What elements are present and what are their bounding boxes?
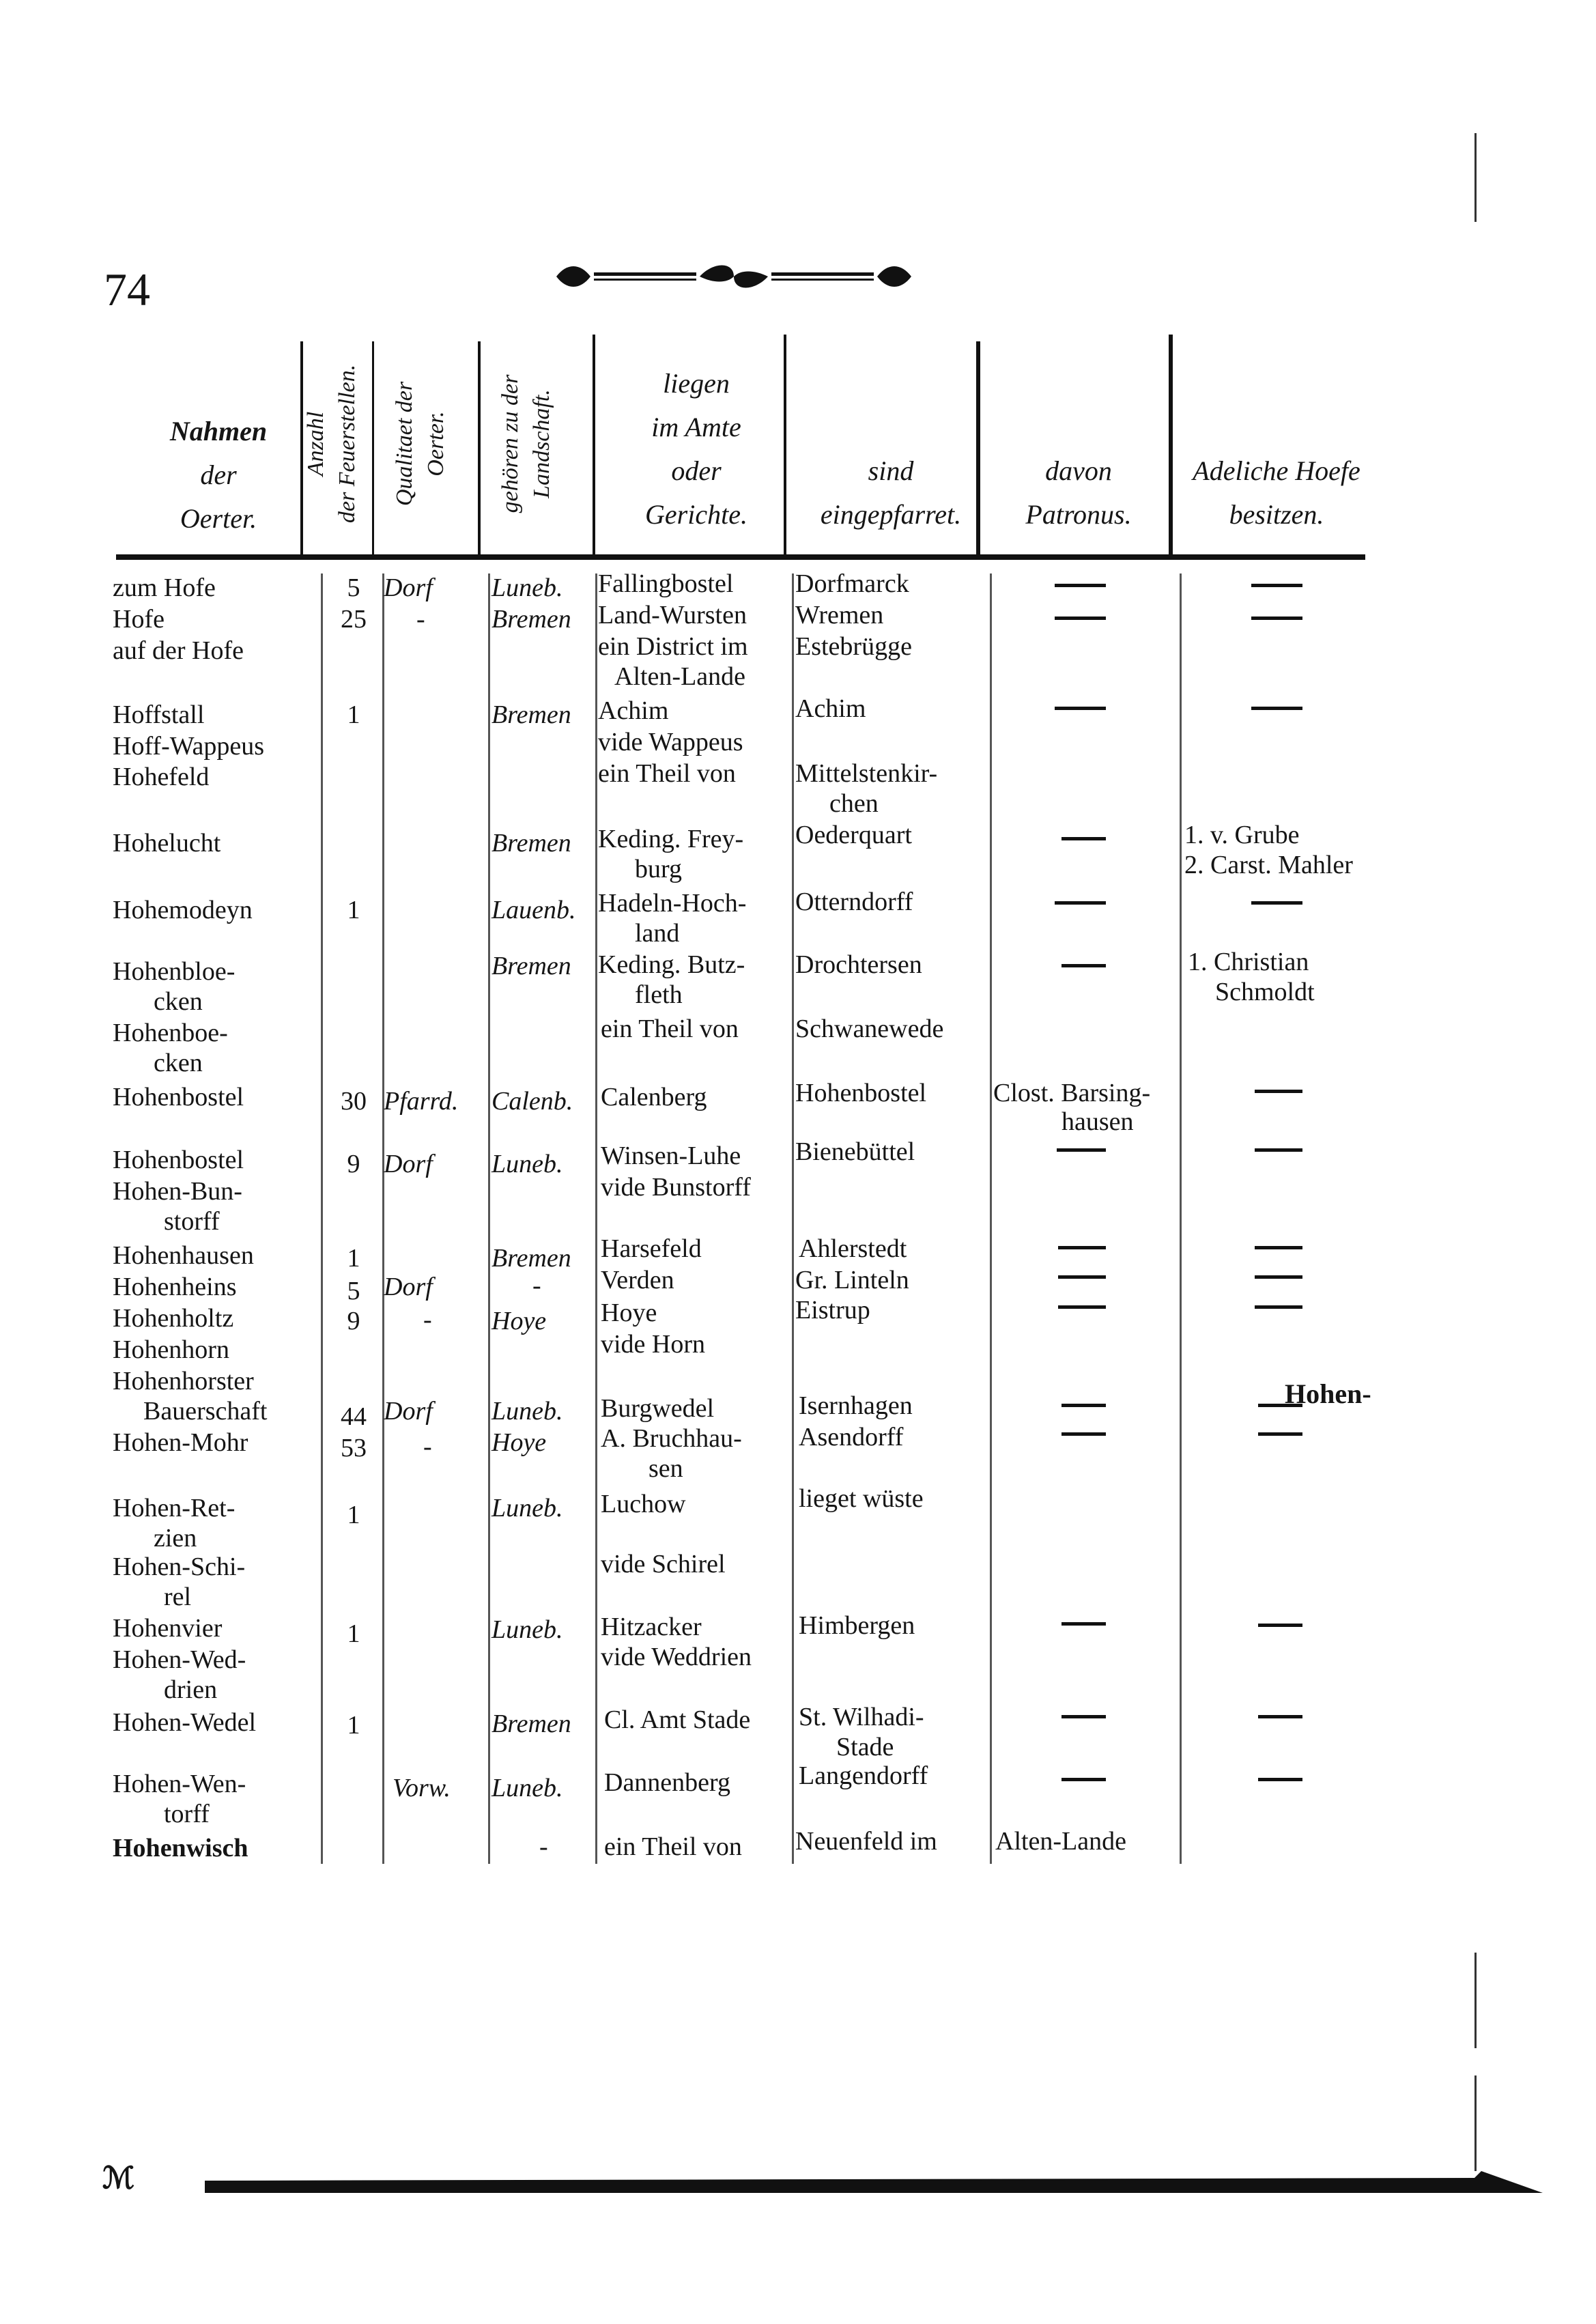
noble-dash [1258, 1432, 1302, 1436]
body-rule-par [792, 573, 794, 1864]
margin-mark [1474, 2075, 1477, 2171]
body-rule-qual [382, 573, 384, 1864]
header-landschaft: gehören zu der Landschaft. [498, 374, 554, 513]
header-fire: Anzahl der Feuerstellen. [303, 364, 360, 524]
ornament-divider-icon [553, 256, 915, 297]
patron-dash [1061, 1622, 1106, 1626]
noble-dash [1258, 1715, 1302, 1718]
noble-dash [1251, 617, 1302, 620]
patron-dash [1058, 1246, 1106, 1249]
header-patron: davon Patronus. [1025, 455, 1132, 530]
header-rule-5 [784, 335, 786, 560]
noble-dash [1255, 1305, 1302, 1309]
patron-dash [1055, 584, 1106, 587]
catchword: Hohen- [1285, 1378, 1371, 1409]
header-rule-3 [478, 341, 481, 560]
patron-dash [1055, 707, 1106, 710]
body-rule-pat [990, 573, 992, 1864]
noble-dash [1255, 1148, 1302, 1152]
header-divider [116, 554, 1365, 560]
body-rule-land [488, 573, 490, 1864]
noble-dash [1258, 1778, 1302, 1781]
header-rule-6 [976, 341, 980, 560]
header-rule-1 [300, 341, 303, 560]
margin-mark [1474, 133, 1477, 222]
margin-mark [1474, 1953, 1477, 2048]
header-quality: Qualitaet der Oerter. [392, 381, 448, 507]
patron-dash [1058, 1305, 1106, 1309]
noble-dash [1255, 1246, 1302, 1249]
header-nobles: Adeliche Hoefe besitzen. [1193, 455, 1360, 530]
patron-dash [1061, 1432, 1106, 1436]
patron-dash [1061, 1778, 1106, 1781]
noble-dash [1251, 707, 1302, 710]
patron-dash [1058, 1275, 1106, 1279]
noble-dash [1255, 1275, 1302, 1279]
patron-dash [1061, 837, 1106, 840]
page-number: 74 [104, 264, 150, 315]
body-rule-fire [321, 573, 323, 1864]
patron-dash [1061, 1715, 1106, 1718]
header-amt: liegen im Amte oder Gerichte. [645, 368, 747, 530]
patron-dash [1057, 1148, 1106, 1152]
header-rule-2 [372, 341, 374, 560]
header-rule-7 [1169, 335, 1173, 560]
footer-rule-icon [205, 2171, 1543, 2198]
body-rule-amt [595, 573, 597, 1864]
header-parish: sind eingepfarret. [820, 455, 962, 530]
noble-dash [1255, 1090, 1302, 1093]
footer-mark: ℳ [102, 2161, 135, 2196]
noble-dash [1258, 1624, 1302, 1627]
body-rule-adel [1180, 573, 1182, 1864]
patron-dash [1055, 617, 1106, 620]
header-rule-4 [593, 335, 595, 560]
patron-dash [1061, 1404, 1106, 1407]
noble-dash [1251, 901, 1302, 905]
patron-dash [1055, 901, 1106, 905]
patron-dash [1061, 964, 1106, 967]
noble-dash [1251, 584, 1302, 587]
header-names: Nahmen der Oerter. [169, 416, 268, 534]
